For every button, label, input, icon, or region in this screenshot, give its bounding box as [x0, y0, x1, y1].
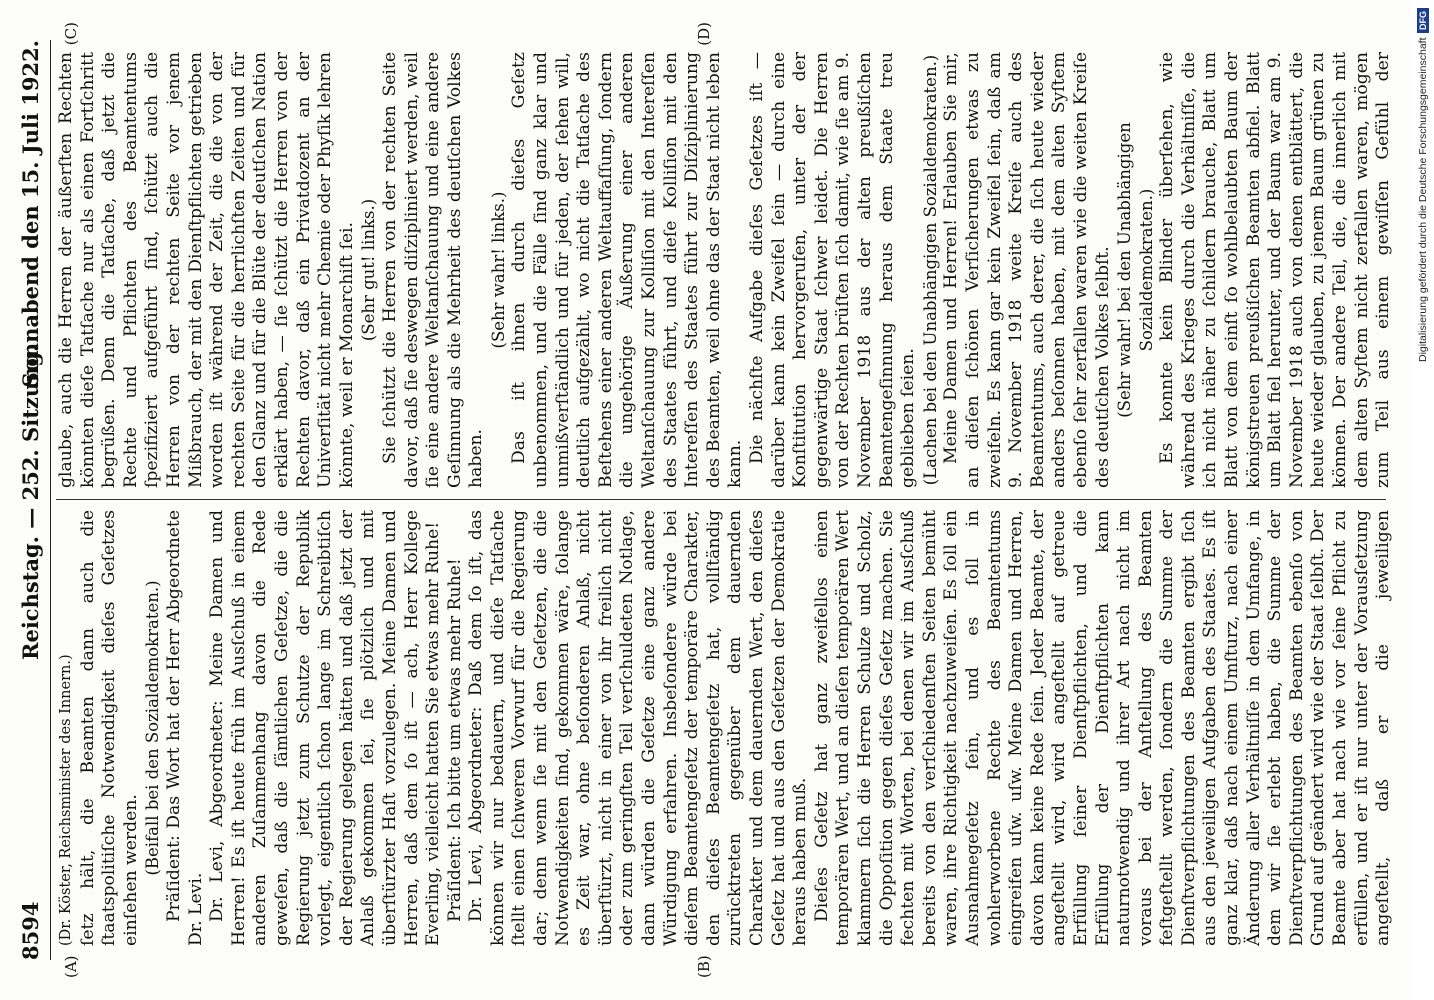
- left-column: [56, 510, 1396, 946]
- president-remark: Präſident: Ich bitte um etwas mehr Ruhe!: [444, 558, 465, 922]
- page-number: 8594: [18, 901, 43, 960]
- page-header: [14, 40, 51, 960]
- paragraph: Das iſt ihnen durch dieſes Geſetz unbenommen, und die Fälle ſind ganz klar und unmißverſtändlich und für jeden, der ſehen will, deutlich aufgezählt, wo nicht die Tatſache des Beſtehens einer anderen Weltauffaſſung, ſondern die ungehörige Äußerung einer anderen Weltanſchauung zur Kolliſion mit den Intereſſen des Staates führt, und dieſe Kolliſion mit den Intereſſen des Staates führt zur Diſziplinierung des Beamten, weil ohne das der Staat nicht leben kann.: [509, 52, 746, 488]
- session-date: Sonnabend den 15. Juli 1922.: [18, 40, 43, 388]
- margin-marker-a: (A): [62, 955, 80, 978]
- session-title: Reichstag. — 252. Sitzung.: [18, 344, 43, 660]
- paragraph: ſetz hält, die Beamten dann auch die ſtaatspolitiſche Notwendigkeit dieſes Geſetzes einſehen werden.: [77, 510, 141, 946]
- interjection: (Sehr wahr! bei den Unabhängigen Sozialdemokraten.): [1115, 122, 1156, 418]
- paragraph: Meine Damen und Herren! Erlauben Sie mir, an dieſen ſchönen Verſicherungen etwas zu zweifeln. Es kann gar kein Zweifel ſein, daß am 9. November 1918 weite Kreiſe auch des Beamtentums, auch derer, die ſich heute wieder anders beſonnen haben, mit dem alten Syſtem ebenſo ſehr zerfallen waren wie die weiten Kreiſe des deutſchen Volkes ſelbſt.: [941, 52, 1113, 488]
- interjection: (Sehr gut! links.): [359, 198, 379, 342]
- column-divider: [56, 499, 1386, 500]
- interjection: (Beifall bei den Sozialdemokraten.): [143, 580, 163, 876]
- president-remark: Präſident: Das Wort hat der Herr Abgeordnete Dr. Levi.: [163, 510, 206, 946]
- digitization-note-text: Digitalisierung gefördert durch die Deutsche Forschungsgemeinschaft: [1417, 37, 1429, 362]
- dfg-logo: DFG: [1417, 8, 1429, 33]
- paragraph: glaube, auch die Herren der äußerſten Rechten könnten dieſe Tatſache nur als einen Fortſchritt begrüßen. Denn die Tatſache, daß jetzt die Rechte und Pflichten des Beamtentums ſpezifiziert aufgeführt ſind, ſchützt auch die Herren von der rechten Seite vor jenem Mißbrauch, der mit den Dienſtpflichten getrieben worden iſt während der Zeit, die die von der rechten Seite für die herrlichſten Zeiten und für den Glanz und für die Blüte der deutſchen Nation erklärt haben, — ſie ſchützt die Herren von der Rechten davor, daß ein Privatdozent an der Univerſität nicht mehr Chemie oder Phyſik lehren könnte, weil er Monarchiſt ſei.: [56, 52, 357, 488]
- paragraph: Dr. Levi, Abgeordneter: Meine Damen und Herren! Es iſt heute früh im Ausſchuß in einem anderen Zuſammenhang davon die Rede geweſen, daß die ſämtlichen Geſetze, die die Regierung jetzt zum Schutze der Republik vorlegt, eigentlich ſchon lange im Schreibtiſch der Regierung gelegen hätten und daß jetzt der Anlaß gekommen ſei, ſie plötzlich und mit überſtürzter Haſt vorzulegen. Meine Damen und Herren, daß dem ſo iſt — ach, Herr Kollege Everling, vielleicht hatten Sie etwas mehr Ruhe!: [207, 510, 444, 946]
- paragraph: Dr. Levi, Abgeordneter: Daß dem ſo iſt, das können wir nur bedauern, und dieſe Tatſache ſtellt einen ſchweren Vorwurf für die Regierung dar; denn wenn ſie mit den Geſetzen, die die Notwendigkeiten ſind, gekommen wäre, ſolange es Zeit war, ohne beſonderen Anlaß, nicht überſtürzt, nicht in einer von ihr freilich nicht oder zum geringſten Teil verſchuldeten Notlage, dann würden die Geſetze eine ganz andere Würdigung erfahren. Insbeſondere würde bei dieſem Beamtengeſetz der temporäre Charakter, den dieſes Beamtengeſetz hat, vollſtändig zurücktreten gegenüber dem dauernden Charakter und dem dauernden Wert, den dieſes Geſetz hat und aus den Geſetzen der Demokratie heraus haben muß.: [466, 510, 811, 946]
- paragraph: Die nächſte Aufgabe dieſes Geſetzes iſt — darüber kann kein Zweifel ſein — durch eine Konſtitution hervorgerufen, unter der der gegenwärtige Staat ſchwer leidet. Die Herren von der Rechten brüſten ſich damit, wie ſie am 9. November 1918 aus der alten preußiſchen Beamtengeſinnung heraus dem Staate treu geblieben ſeien.: [747, 52, 919, 488]
- interjection: (Sehr wahr! links.): [488, 191, 508, 349]
- paragraph: Sie ſchützt die Herren von der rechten Seite davor, daß ſie deswegen diſzipliniert werden, weil ſie eine andere Weltanſchauung und eine andere Geſinnung als die Mehrheit des deutſchen Volkes haben.: [379, 52, 487, 488]
- margin-marker-d: (D): [695, 22, 713, 46]
- paragraph: Dieſes Geſetz hat ganz zweifellos einen temporären Wert, und an dieſen temporären Wert klammern ſich die Herren Schulze und Scholz, die Oppoſition gegen dieſes Geſetz machen. Sie fechten mit Worten, bei denen wir im Ausſchuß bereits von den verſchiedenſten Seiten bemüht waren, ihre Richtigkeit nachzuweiſen. Es ſoll ein Ausnahmegeſetz ſein, und es ſoll in wohlerworbene Rechte des Beamtentums eingreifen uſw. uſw. Meine Damen und Herren, davon kann keine Rede ſein. Jeder Beamte, der angeſtellt wird, wird angeſtellt auf getreue Erfüllung ſeiner Dienſtpflichten, und die Erfüllung der Dienſtpflichten kann naturnotwendig und ihrer Art nach nicht im voraus bei der Anſtellung des Beamten feſtgeſtellt werden, ſondern die Summe der Dienſtverpflichtungen des Beamten ergibt ſich aus den jeweiligen Aufgaben des Staates. Es iſt ganz klar, daß nach einem Umſturz, nach einer Änderung aller Verhältniſſe in dem Umfange, in dem wir ſie erlebt haben, die Summe der Dienſtverpflichtungen des Beamten ebenſo von Grund auf geändert wird wie der Staat ſelbſt. Der Beamte aber hat nach wie vor ſeine Pflicht zu erfüllen, und er iſt nur unter der Vorausſetzung angeſtellt, daß er die jeweiligen: [811, 510, 1394, 946]
- right-column: [56, 52, 1396, 488]
- digitization-note: [1414, 8, 1432, 688]
- speaker-continuation: (Dr. Köster, Reichsminister des Innern.): [58, 654, 74, 946]
- interjection: (Lachen bei den Unabhängigen Sozialdemokraten.): [920, 54, 940, 486]
- paragraph: Es konnte kein Blinder überſehen, wie während des Krieges durch die Verhältniſſe, die ich nicht näher zu ſchildern brauche, Blatt um Blatt von dem einſt ſo wohlbelaubten Baum der königstreuen preußiſchen Beamten abfiel. Blatt um Blatt fiel herunter, und der Baum war am 9. November 1918 auch von denen entblättert, die heute wieder glauben, zu jenem Baum grünen zu können. Der andere Teil, die, die innerlich mit dem alten Syſtem nicht zerfallen waren, mögen zum Teil aus einem gewiſſen Gefühl der: [1157, 52, 1394, 488]
- margin-marker-c: (C): [62, 22, 80, 46]
- margin-marker-b: (B): [695, 955, 713, 978]
